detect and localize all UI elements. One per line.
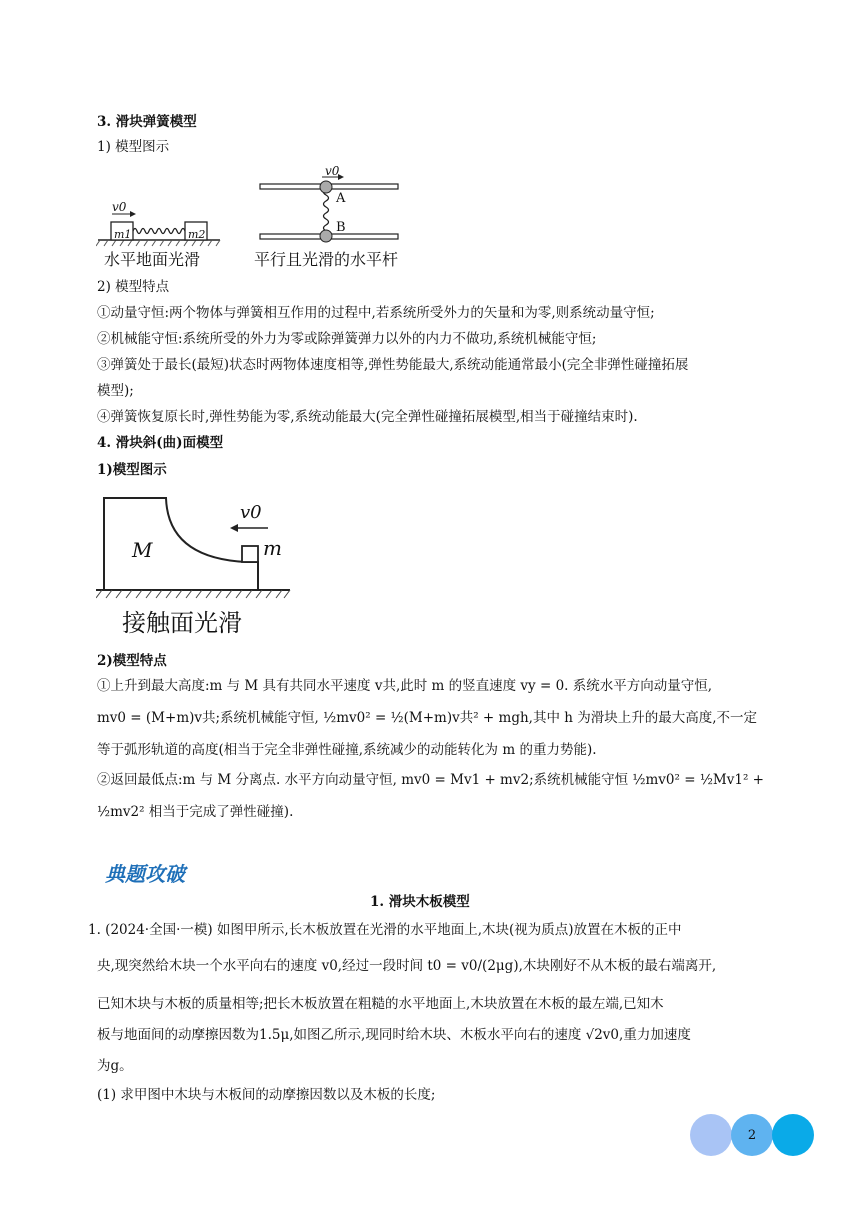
section-4-point-1-line2: mv0 = (M+m)v共;系统机械能守恒, ½mv0² = ½(M+m)v共² + mgh,其中 h 为滑块上升的最大高度,不一定 <box>97 710 758 726</box>
section-banner: 典题攻破 <box>105 862 185 886</box>
section-4-point-2-line2: ½mv2² 相当于完成了弹性碰撞). <box>97 804 294 820</box>
section-3-sub1: 1) 模型图示 <box>97 139 170 155</box>
page-dot-1 <box>690 1114 732 1156</box>
section-4-point-1-line1: ①上升到最大高度:m 与 M 具有共同水平速度 v共,此时 m 的竖直速度 vy = 0. 系统水平方向动量守恒, <box>97 678 713 694</box>
fig-curve-m-label: m <box>263 536 282 560</box>
fig-left-caption: 水平地面光滑 <box>104 250 201 269</box>
fig-left-m1-label: m1 <box>114 228 132 241</box>
section-4-point-2-line1: ②返回最低点:m 与 M 分离点. 水平方向动量守恒, mv0 = Mv1 + mv2;系统机械能守恒 ½mv0² = ½Mv1² + <box>97 772 764 788</box>
section-3-point-2: ②机械能守恒:系统所受的外力为零或除弹簧弹力以外的内力不做功,系统机械能守恒; <box>97 331 597 347</box>
section-4-sub2: 2)模型特点 <box>97 653 167 669</box>
fig-curve-M-label: M <box>132 538 153 562</box>
problem-line-2: 央,现突然给木块一个水平向右的速度 v0,经过一段时间 t0 = v0/(2μg),木块刚好不从木板的最右端离开, <box>97 958 717 974</box>
page-dot-3 <box>772 1114 814 1156</box>
fig-right-v0-label: v0 <box>325 164 340 178</box>
fig-curve-v0-label: v0 <box>240 502 262 523</box>
problem-section-title: 1. 滑块木板模型 <box>370 894 470 910</box>
fig-left-v0-label: v0 <box>112 200 127 214</box>
problem-question-1: (1) 求甲图中木块与木板间的动摩擦因数以及木板的长度; <box>97 1087 436 1103</box>
fig-right-caption: 平行且光滑的水平杆 <box>254 250 399 269</box>
section-4-title: 4. 滑块斜(曲)面模型 <box>97 435 224 451</box>
section-3-sub2: 2) 模型特点 <box>97 279 170 295</box>
page-indicator <box>690 1114 814 1156</box>
page-dot-2 <box>731 1114 773 1156</box>
section-3-point-4: ④弹簧恢复原长时,弹性势能为零,系统动能最大(完全弹性碰撞拓展模型,相当于碰撞结束时). <box>97 409 638 425</box>
problem-line-4: 板与地面间的动摩擦因数为1.5μ,如图乙所示,现同时给木块、木板水平向右的速度 √2v0,重力加速度 <box>97 1027 691 1043</box>
fig-curve-caption: 接触面光滑 <box>122 609 242 637</box>
page-number: 2 <box>747 1127 757 1143</box>
section-3-point-1: ①动量守恒:两个物体与弹簧相互作用的过程中,若系统所受外力的矢量和为零,则系统动量守恒; <box>97 305 655 321</box>
fig-right-b-label: B <box>336 220 346 235</box>
problem-line-1: 1. (2024·全国·一模) 如图甲所示,长木板放置在光滑的水平地面上,木块(视为质点)放置在木板的正中 <box>88 922 682 938</box>
problem-line-5: 为g。 <box>97 1058 133 1074</box>
section-4-sub1: 1)模型图示 <box>97 462 167 478</box>
fig-left-m2-label: m2 <box>188 228 206 241</box>
parallel-rods-figure <box>258 172 403 244</box>
fig-right-a-label: A <box>336 191 346 206</box>
section-3-point-3a: ③弹簧处于最长(最短)状态时两物体速度相等,弹性势能最大,系统动能通常最小(完全非弹性碰撞拓展 <box>97 357 689 373</box>
section-3-title: 3. 滑块弹簧模型 <box>97 114 197 130</box>
section-3-point-3b: 模型); <box>97 383 134 399</box>
problem-line-3: 已知木块与木板的质量相等;把长木板放置在粗糙的水平地面上,木块放置在木板的最左端,已知木 <box>97 996 664 1012</box>
section-4-point-1-line3: 等于弧形轨道的高度(相当于完全非弹性碰撞,系统减少的动能转化为 m 的重力势能). <box>97 742 597 758</box>
